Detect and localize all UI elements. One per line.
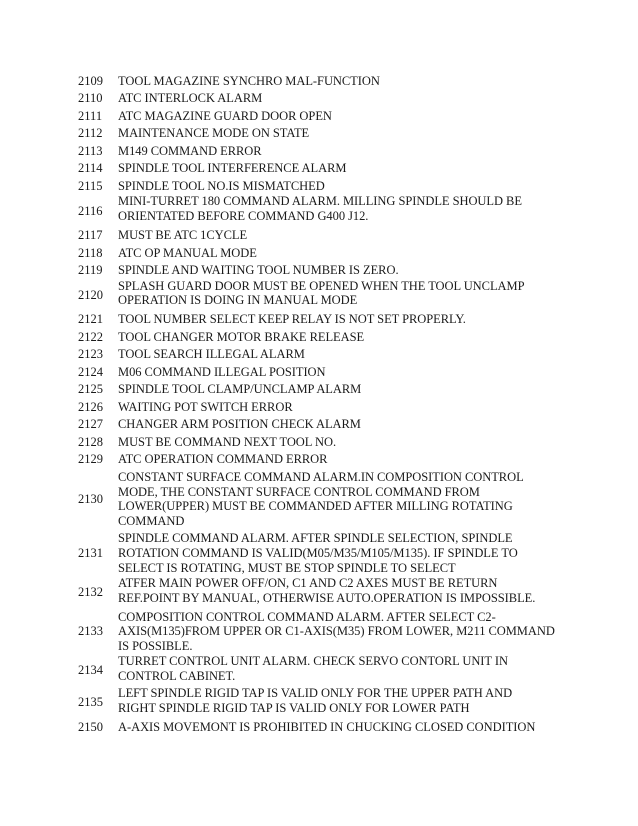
alarm-code: 2115 [78,178,103,193]
alarm-code: 2130 [78,491,103,506]
alarm-code: 2110 [78,91,103,106]
alarm-code: 2131 [78,545,103,560]
alarm-row [78,610,558,654]
alarm-row [78,228,558,243]
alarm-code: 2113 [78,143,103,158]
alarm-row [78,109,558,124]
alarm-code-list [78,74,558,737]
alarm-row [78,575,558,608]
alarm-row [78,656,558,686]
alarm-row [78,452,558,467]
alarm-description: CHANGER ARM POSITION CHECK ALARM [118,417,361,432]
alarm-code: 2132 [78,584,103,599]
alarm-row [78,417,558,432]
alarm-description: SPLASH GUARD DOOR MUST BE OPENED WHEN THE TOOL UNCLAMP OPERATION IS DOING IN MANUAL MODE [118,278,525,308]
alarm-row [78,531,558,575]
alarm-code: 2124 [78,364,103,379]
alarm-description: TURRET CONTROL UNIT ALARM. CHECK SERVO CONTORL UNIT IN CONTROL CABINET. [118,654,508,683]
alarm-description: SPINDLE TOOL INTERFERENCE ALARM [118,161,347,176]
alarm-description: SPINDLE TOOL CLAMP/UNCLAMP ALARM [118,382,362,397]
alarm-row [78,263,558,278]
alarm-row [78,720,558,735]
alarm-code: 2123 [78,347,103,362]
alarm-code: 2109 [78,74,103,88]
alarm-description: COMPOSITION CONTROL COMMAND ALARM. AFTER SELECT C2- AXIS(M135)FROM UPPER OR C1-AXIS(M35) FROM LOWER, M211 COMMAND IS POSSIBLE. [118,609,555,654]
alarm-description: WAITING POT SWITCH ERROR [118,399,293,414]
alarm-code: 2120 [78,287,103,302]
alarm-row [78,365,558,380]
alarm-code: 2112 [78,126,103,141]
alarm-row [78,179,558,194]
alarm-row [78,126,558,141]
alarm-row [78,278,558,311]
alarm-description: TOOL SEARCH ILLEGAL ALARM [118,347,305,362]
alarm-description: ATC OPERATION COMMAND ERROR [118,452,328,467]
alarm-code: 2114 [78,161,103,176]
alarm-row [78,685,558,718]
alarm-description: MUST BE ATC 1CYCLE [118,228,248,243]
alarm-description: SPINDLE AND WAITING TOOL NUMBER IS ZERO. [118,263,399,278]
alarm-description: TOOL CHANGER MOTOR BRAKE RELEASE [118,329,365,344]
alarm-code: 2133 [78,624,103,639]
alarm-description: ATC MAGAZINE GUARD DOOR OPEN [118,108,332,123]
alarm-code: 2127 [78,417,103,432]
alarm-code: 2122 [78,329,103,344]
alarm-row [78,400,558,415]
alarm-description: SPINDLE COMMAND ALARM. AFTER SPINDLE SELECTION, SPINDLE ROTATION COMMAND IS VALID(M05/M35/M105/M135). IF SPINDLE TO SELECT IS ROTATING, MUST BE STOP SPINDLE TO SELECT [118,531,518,575]
alarm-description: M149 COMMAND ERROR [118,143,262,158]
alarm-description: SPINDLE TOOL NO.IS MISMATCHED [118,178,325,193]
alarm-code: 2126 [78,399,103,414]
alarm-description: LEFT SPINDLE RIGID TAP IS VALID ONLY FOR THE UPPER PATH AND RIGHT SPINDLE RIGID TAP IS VALID ONLY FOR LOWER PATH [118,685,513,715]
alarm-row [78,91,558,106]
alarm-row [78,161,558,176]
alarm-description: A-AXIS MOVEMONT IS PROHIBITED IN CHUCKING CLOSED CONDITION [118,719,536,734]
alarm-row [78,470,558,529]
alarm-row [78,330,558,345]
alarm-description: TOOL MAGAZINE SYNCHRO MAL-FUNCTION [118,74,380,88]
alarm-code: 2125 [78,382,103,397]
alarm-code: 2150 [78,719,103,734]
alarm-row [78,382,558,397]
alarm-row [78,74,558,89]
alarm-code: 2128 [78,434,103,449]
alarm-code: 2119 [78,263,103,278]
alarm-description: TOOL NUMBER SELECT KEEP RELAY IS NOT SET PROPERLY. [118,312,466,327]
alarm-description: ATC INTERLOCK ALARM [118,91,263,106]
alarm-row [78,435,558,450]
alarm-code: 2129 [78,452,103,467]
alarm-code: 2117 [78,228,103,243]
alarm-code: 2118 [78,245,103,260]
alarm-description: ATC OP MANUAL MODE [118,245,257,260]
alarm-description: M06 COMMAND ILLEGAL POSITION [118,364,326,379]
alarm-description: CONSTANT SURFACE COMMAND ALARM.IN COMPOSITION CONTROL MODE, THE CONSTANT SURFACE CONTROL COMMAND FROM LOWER(UPPER) MUST BE COMMANDED AFTER MILLING ROTATING COMMAND [118,469,524,529]
alarm-code: 2116 [78,203,103,218]
alarm-description: MAINTENANCE MODE ON STATE [118,126,310,141]
alarm-row [78,347,558,362]
alarm-code: 2134 [78,663,103,678]
alarm-row [78,312,558,327]
alarm-row [78,144,558,159]
alarm-description: MINI-TURRET 180 COMMAND ALARM. MILLING SPINDLE SHOULD BE ORIENTATED BEFORE COMMAND G400 J12. [118,194,522,224]
alarm-code: 2135 [78,695,103,709]
alarm-row [78,196,558,226]
alarm-code: 2121 [78,312,103,327]
alarm-description: ATFER MAIN POWER OFF/ON, C1 AND C2 AXES MUST BE RETURN REF.POINT BY MANUAL, OTHERWISE AUTO.OPERATION IS IMPOSSIBLE. [118,575,536,605]
alarm-row [78,246,558,261]
alarm-description: MUST BE COMMAND NEXT TOOL NO. [118,434,337,449]
alarm-code: 2111 [78,108,103,123]
